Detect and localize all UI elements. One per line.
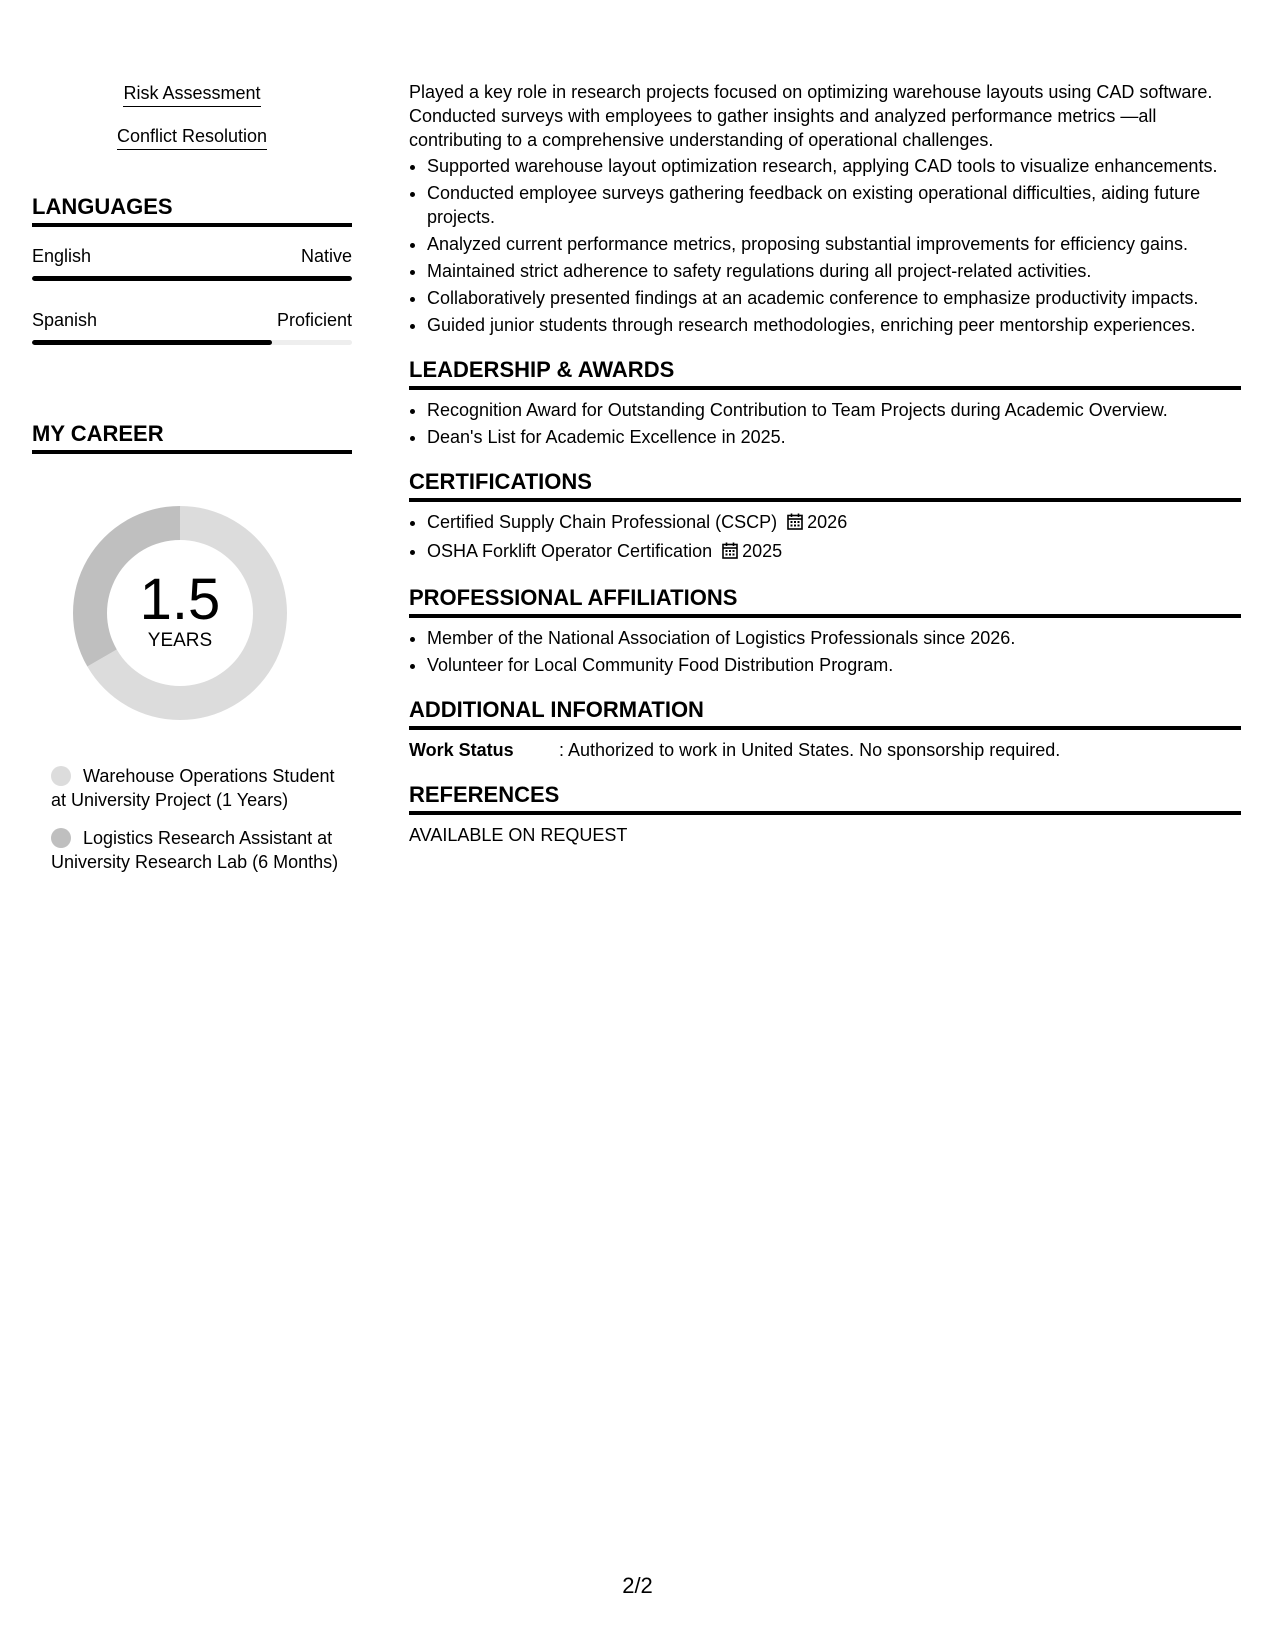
skill-list	[32, 82, 352, 168]
left-column	[32, 82, 352, 888]
leadership-item: • Recognition Award for Outstanding Contribution to Team Projects during Academic Overview.	[427, 398, 1241, 422]
career-total-value: 1.5	[139, 567, 221, 632]
career-legend-item	[51, 764, 341, 812]
skill-item: Risk Assessment	[123, 82, 260, 107]
certification-name: OSHA Forklift Operator Certification	[427, 541, 713, 561]
language-name: Spanish	[32, 310, 98, 330]
certification-year: 2026	[807, 512, 848, 532]
language-name: English	[32, 246, 92, 266]
career-donut-center	[65, 498, 295, 728]
language-proficiency-bar	[32, 340, 352, 345]
language-proficiency-fill	[32, 340, 272, 345]
additional-info-heading: ADDITIONAL INFORMATION	[409, 697, 1241, 730]
language-level: Native	[300, 246, 352, 266]
affiliations-list	[409, 626, 1241, 677]
affiliation-item: • Volunteer for Local Community Food Distribution Program.	[427, 653, 1241, 677]
references-heading: REFERENCES	[409, 782, 1241, 815]
experience-bullet: • Conducted employee surveys gathering feedback on existing operational difficulties, aiding future projects.	[427, 181, 1241, 229]
career-legend-label: Warehouse Operations Student at University Project (1 Years)	[51, 766, 335, 810]
certifications-heading: CERTIFICATIONS	[409, 469, 1241, 502]
legend-dot-icon	[51, 828, 71, 848]
career-legend-item	[51, 826, 341, 874]
experience-bullet: • Supported warehouse layout optimization research, applying CAD tools to visualize enhancements.	[427, 154, 1241, 178]
career-legend	[32, 764, 341, 874]
skill-item: Conflict Resolution	[117, 125, 267, 150]
work-status-label: Work Status	[409, 740, 514, 760]
affiliation-item: • Member of the National Association of Logistics Professionals since 2026.	[427, 626, 1241, 650]
calendar-icon	[722, 541, 738, 565]
language-proficiency-fill	[32, 276, 352, 281]
certifications-list	[409, 510, 1241, 565]
calendar-icon	[787, 512, 803, 536]
career-donut-chart	[65, 498, 295, 728]
experience-bullet: • Guided junior students through research methodologies, enriching peer mentorship experiences.	[427, 313, 1241, 337]
affiliations-heading: PROFESSIONAL AFFILIATIONS	[409, 585, 1241, 618]
page-number: 2/2	[622, 1573, 653, 1598]
leadership-heading: LEADERSHIP & AWARDS	[409, 357, 1241, 390]
language-proficiency-bar	[32, 276, 352, 281]
experience-bullet: • Analyzed current performance metrics, proposing substantial improvements for efficiency gains.	[427, 232, 1241, 256]
work-status-value: : Authorized to work in United States. No sponsorship required.	[559, 740, 1061, 760]
certification-name: Certified Supply Chain Professional (CSCP)	[427, 512, 778, 532]
language-item	[32, 309, 352, 345]
leadership-list	[409, 398, 1241, 449]
language-level: Proficient	[276, 310, 352, 330]
certification-item	[427, 510, 1241, 536]
languages-heading: LANGUAGES	[32, 194, 352, 227]
experience-intro: Played a key role in research projects focused on optimizing warehouse layouts using CAD software. Conducted surveys with employees to gather insights and analyzed performance metrics —all contributing to a comprehensive understanding of operational challenges.	[409, 82, 1213, 150]
experience-bullet: • Maintained strict adherence to safety regulations during all project-related activities.	[427, 259, 1241, 283]
career-total-unit: YEARS	[147, 630, 213, 651]
career-heading: MY CAREER	[32, 421, 352, 454]
work-status-row	[409, 738, 1241, 762]
language-item	[32, 245, 352, 281]
experience-bullet: • Collaboratively presented findings at an academic conference to emphasize productivity impacts.	[427, 286, 1241, 310]
certification-item	[427, 539, 1241, 565]
legend-dot-icon	[51, 766, 71, 786]
certification-year: 2025	[742, 541, 783, 561]
career-legend-label: Logistics Research Assistant at University Research Lab (6 Months)	[51, 828, 339, 872]
right-column	[409, 80, 1241, 847]
leadership-item: • Dean's List for Academic Excellence in 2025.	[427, 425, 1241, 449]
experience-bullets	[409, 154, 1241, 337]
references-text: AVAILABLE ON REQUEST	[409, 825, 628, 845]
